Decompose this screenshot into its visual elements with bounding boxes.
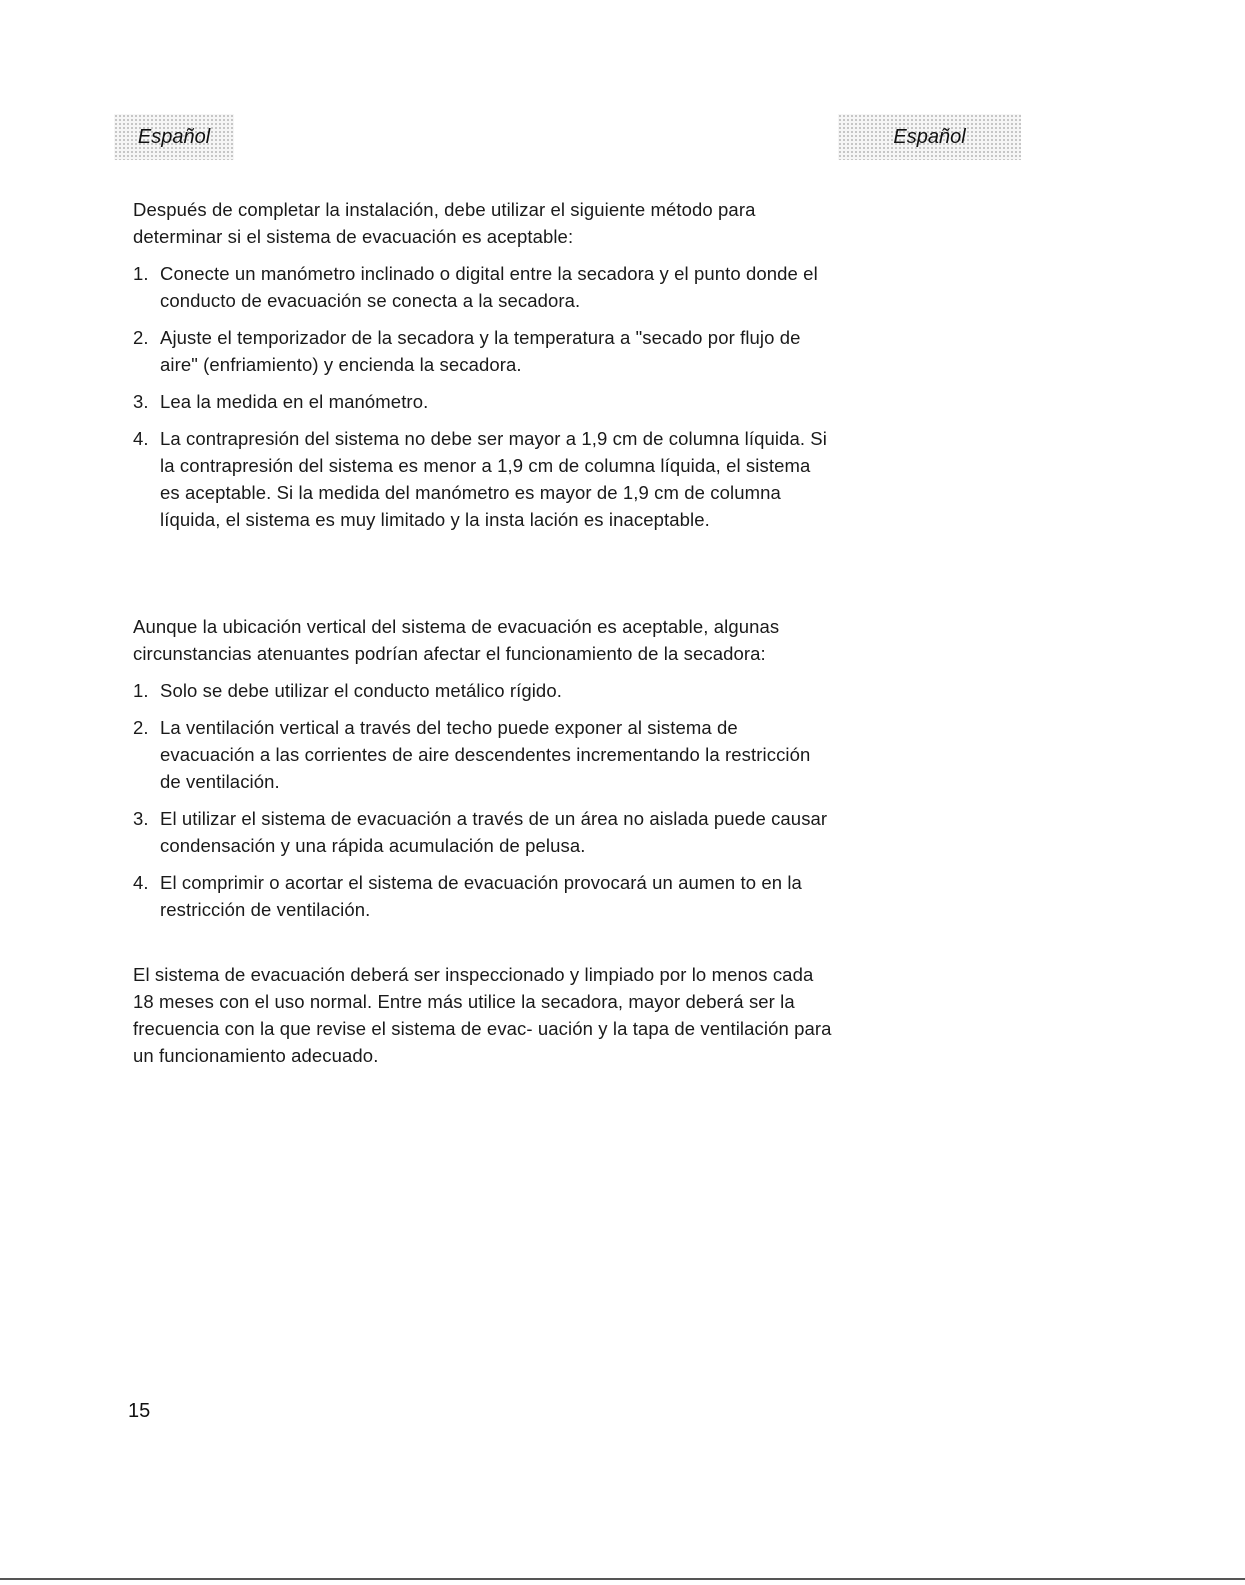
list-item <box>133 677 833 704</box>
section-intro: Después de completar la instalación, debe utilizar el siguiente método para determinar si el sistema de evacuación es aceptable: <box>133 199 756 247</box>
list-item <box>133 425 833 533</box>
list-item <box>133 869 833 923</box>
page-number: 15 <box>128 1400 151 1422</box>
list-number: 4. <box>133 428 149 449</box>
numbered-list <box>133 677 833 923</box>
section-inspection <box>133 961 833 1069</box>
list-item <box>133 388 833 415</box>
list-text: El utilizar el sistema de evacuación a través de un área no aislada puede causar condensación y una rápida acumulación de pelusa. <box>160 808 828 856</box>
section-vertical-exhaust <box>133 613 833 923</box>
section-intro: Aunque la ubicación vertical del sistema de evacuación es aceptable, algunas circunstancias atenuantes podrían afectar el funcionamiento de la secadora: <box>133 616 780 664</box>
list-text: La contrapresión del sistema no debe ser mayor a 1,9 cm de columna líquida. Si la contrapresión del sistema es menor a 1,9 cm de columna líquida, el sistema es aceptable. Si la medida del manómetro es mayor de 1,9 cm de columna líquida, el sistema es muy limitado y la insta lación es inaceptable. <box>160 428 827 530</box>
list-number: 1. <box>133 263 149 284</box>
list-item <box>133 324 833 378</box>
list-item <box>133 714 833 795</box>
list-number: 1. <box>133 680 149 701</box>
language-tab-left: Español <box>114 114 234 160</box>
numbered-list <box>133 260 833 533</box>
main-content <box>133 196 833 1079</box>
language-tab-right: Español <box>838 114 1021 160</box>
list-number: 4. <box>133 872 149 893</box>
list-number: 3. <box>133 391 149 412</box>
list-text: Lea la medida en el manómetro. <box>160 391 429 412</box>
list-item <box>133 805 833 859</box>
list-number: 3. <box>133 808 149 829</box>
section-exhaust-test <box>133 196 833 533</box>
list-number: 2. <box>133 717 149 738</box>
list-text: Conecte un manómetro inclinado o digital entre la secadora y el punto donde el conducto de evacuación se conecta a la secadora. <box>160 263 818 311</box>
list-text: Ajuste el temporizador de la secadora y la temperatura a "secado por flujo de aire" (enfriamiento) y encienda la secadora. <box>160 327 801 375</box>
list-item <box>133 260 833 314</box>
inspection-paragraph: El sistema de evacuación deberá ser inspeccionado y limpiado por lo menos cada 18 meses con el uso normal. Entre más utilice la secadora, mayor deberá ser la frecuencia con la que revise el sistema de evac- uación y la tapa de ventilación para un funcionamiento adecuado. <box>133 964 832 1066</box>
list-text: Solo se debe utilizar el conducto metálico rígido. <box>160 680 562 701</box>
list-number: 2. <box>133 327 149 348</box>
list-text: El comprimir o acortar el sistema de evacuación provocará un aumen to en la restricción de ventilación. <box>160 872 802 920</box>
bottom-divider <box>0 1578 1245 1580</box>
list-text: La ventilación vertical a través del techo puede exponer al sistema de evacuación a las corrientes de aire descendentes incrementando la restricción de ventilación. <box>160 717 811 792</box>
